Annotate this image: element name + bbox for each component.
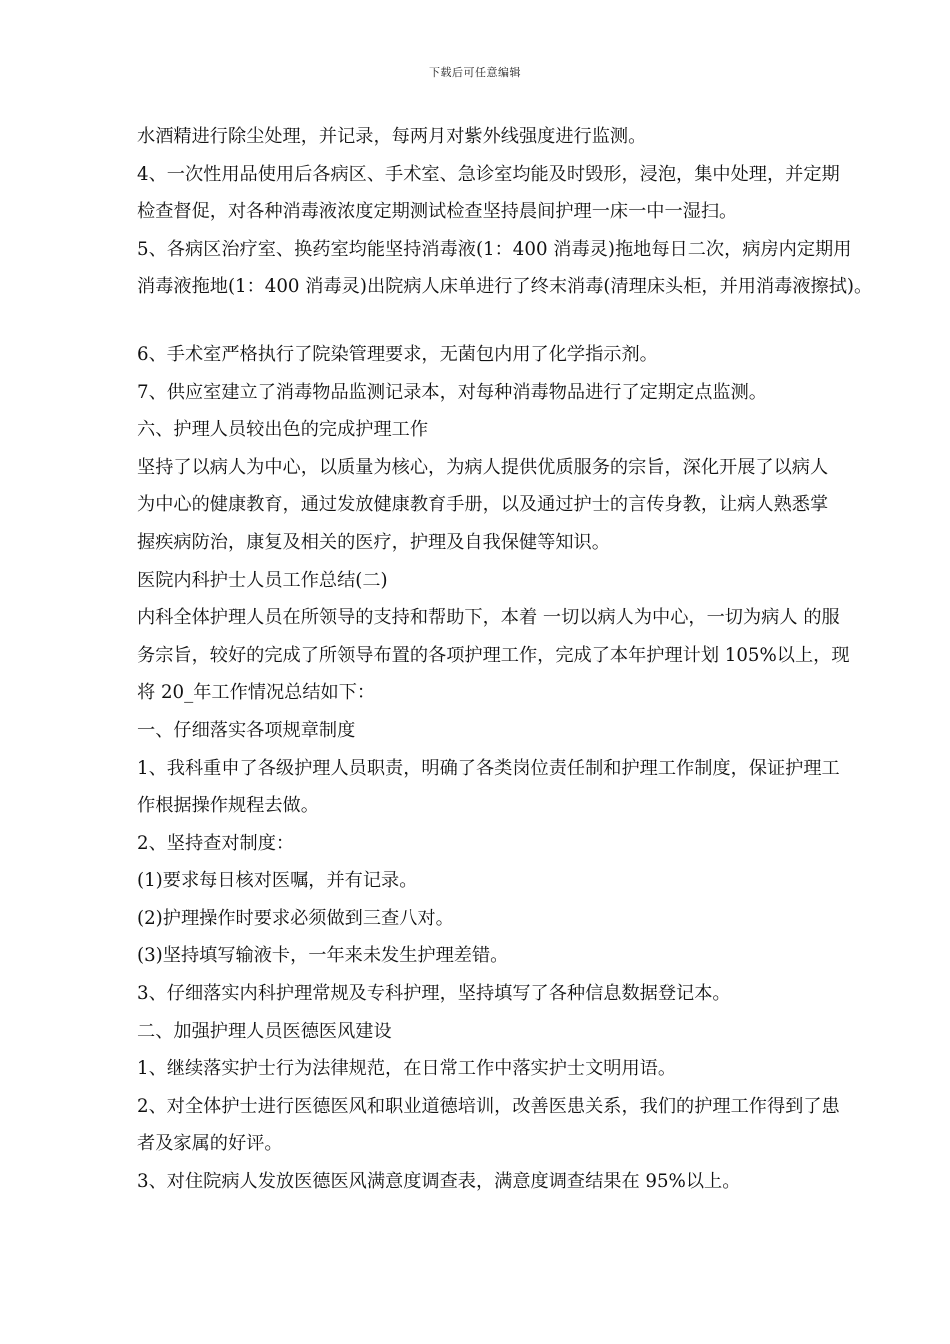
section-heading: 一、仔细落实各项规章制度: [137, 719, 356, 741]
text-line: 1、我科重申了各级护理人员职责，明确了各类岗位责任制和护理工作制度，保证护理工: [137, 757, 840, 779]
text-line: 作根据操作规程去做。: [137, 795, 319, 817]
section-title: 医院内科护士人员工作总结(二): [137, 569, 388, 591]
text-line: 将 20_年工作情况总结如下：: [137, 682, 376, 704]
text-line: 内科全体护理人员在所领导的支持和帮助下，本着 一切以病人为中心，一切为病人 的服: [137, 607, 840, 629]
text-line: (2)护理操作时要求必须做到三查八对。: [137, 907, 454, 929]
text-line: 3、对住院病人发放医德医风满意度调查表，满意度调查结果在 95%以上。: [137, 1171, 741, 1193]
text-line: (1)要求每日核对医嘱，并有记录。: [137, 870, 418, 892]
text-line: (3)坚持填写输液卡，一年来未发生护理差错。: [137, 945, 509, 967]
text-line: 为中心的健康教育，通过发放健康教育手册，以及通过护士的言传身教，让病人熟悉掌: [137, 494, 829, 516]
text-line: 6、手术室严格执行了院染管理要求，无菌包内用了化学指示剂。: [137, 343, 658, 365]
section-heading: 六、护理人员较出色的完成护理工作: [137, 419, 429, 441]
text-line: 2、对全体护士进行医德医风和职业道德培训，改善医患关系，我们的护理工作得到了患: [137, 1095, 840, 1117]
text-line: 2、坚持查对制度：: [137, 832, 295, 854]
text-line: 1、继续落实护士行为法律规范，在日常工作中落实护士文明用语。: [137, 1058, 677, 1080]
page-header: 下载后可任意编辑: [429, 66, 521, 79]
text-line: 7、供应室建立了消毒物品监测记录本，对每种消毒物品进行了定期定点监测。: [137, 381, 767, 403]
text-line: 5、各病区治疗室、换药室均能坚持消毒液(1：400 消毒灵)拖地每日二次，病房内定期用: [137, 238, 852, 260]
text-line: 检查督促，对各种消毒液浓度定期测试检查坚持晨间护理一床一中一湿扫。: [137, 201, 738, 223]
text-line: 坚持了以病人为中心，以质量为核心，为病人提供优质服务的宗旨，深化开展了以病人: [137, 456, 829, 478]
text-line: 务宗旨，较好的完成了所领导布置的各项护理工作，完成了本年护理计划 105%以上，现: [137, 644, 850, 666]
document-body: [137, 118, 897, 1201]
text-line: 者及家属的好评。: [137, 1133, 283, 1155]
text-line: 消毒液拖地(1：400 消毒灵)出院病人床单进行了终末消毒(清理床头柜，并用消毒液擦拭)。: [137, 276, 873, 298]
text-line: 4、一次性用品使用后各病区、手术室、急诊室均能及时毁形，浸泡，集中处理，并定期: [137, 163, 840, 185]
paragraph-gap: [137, 306, 897, 336]
text-line: 3、仔细落实内科护理常规及专科护理，坚持填写了各种信息数据登记本。: [137, 983, 731, 1005]
text-line: 水酒精进行除尘处理，并记录，每两月对紫外线强度进行监测。: [137, 126, 647, 147]
section-heading: 二、加强护理人员医德医风建设: [137, 1020, 392, 1042]
text-line: 握疾病防治，康复及相关的医疗，护理及自我保健等知识。: [137, 531, 610, 553]
